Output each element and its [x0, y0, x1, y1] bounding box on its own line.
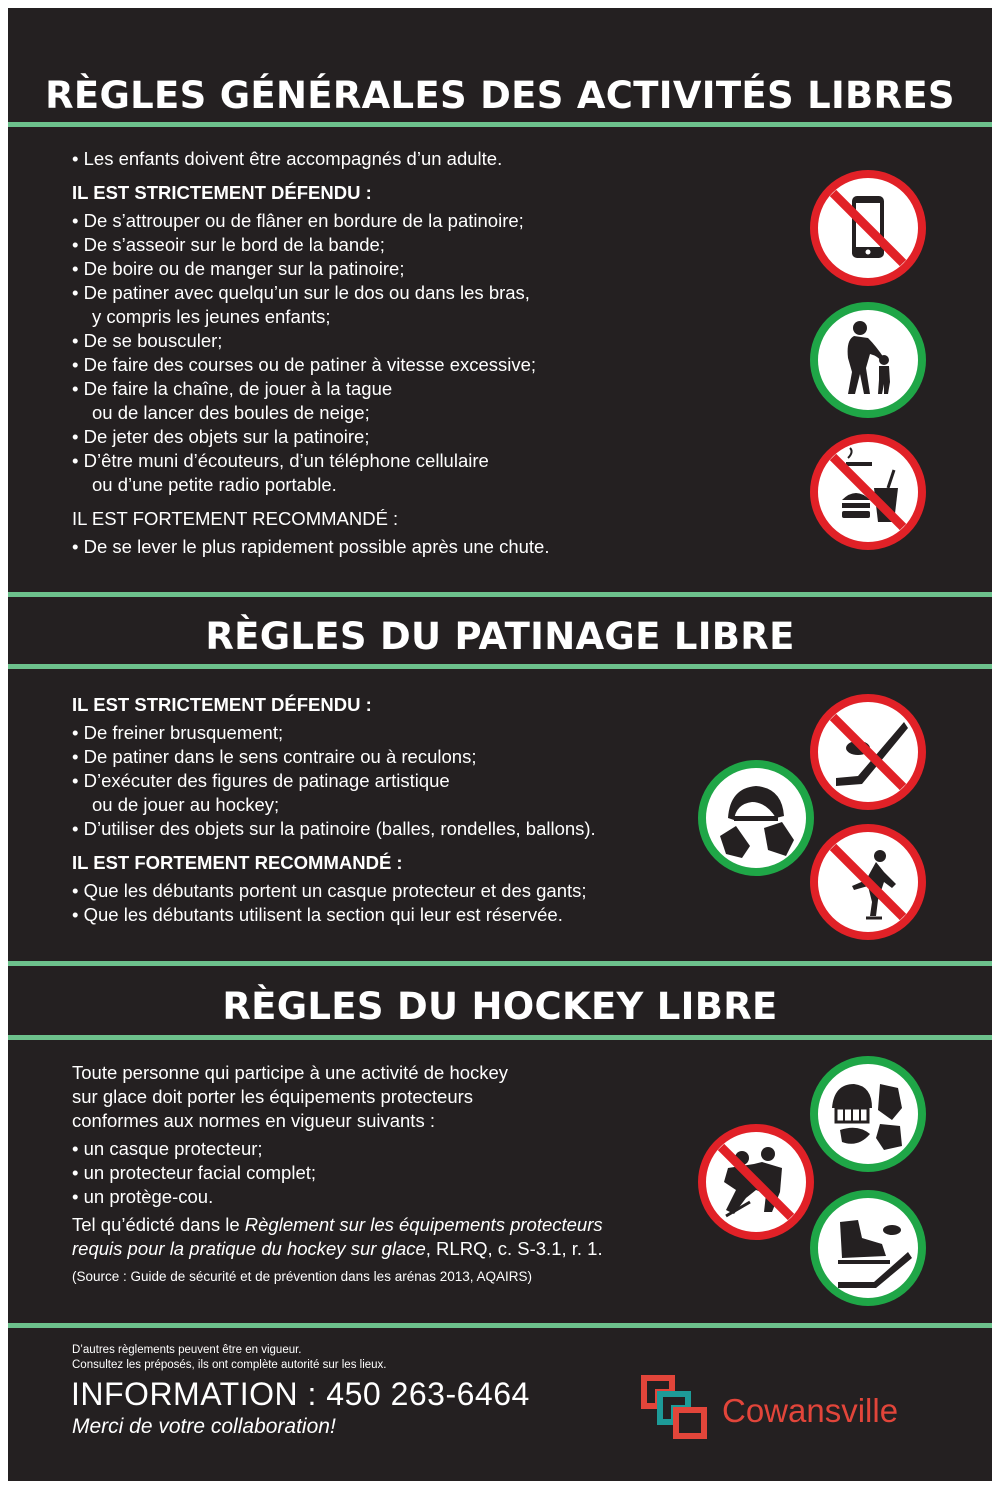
general-intro: • Les enfants doivent être accompagnés d’un adulte. [72, 148, 503, 169]
skating-rules-text [72, 693, 596, 927]
thanks-message: Merci de votre collaboration! [72, 1415, 336, 1438]
adult-with-child-icon [810, 302, 926, 418]
equipment-item: • un protecteur facial complet; [72, 1162, 317, 1183]
section-title-general: RÈGLES GÉNÉRALES DES ACTIVITÉS LIBRES [45, 74, 955, 117]
regulation-line-1: Tel qu’édicté dans le Règlement sur les équipements protecteurs [72, 1214, 603, 1235]
rule-item-continued: ou de lancer des boules de neige; [92, 402, 370, 423]
hockey-intro-line: conformes aux normes en vigueur suivants : [72, 1110, 435, 1131]
rule-item: • De se bousculer; [72, 330, 223, 351]
rule-item: • Que les débutants portent un casque protecteur et des gants; [72, 880, 587, 901]
rules-poster [8, 8, 992, 1481]
footer-note [72, 1343, 387, 1373]
rule-item: • De freiner brusquement; [72, 722, 284, 743]
equipment-item: • un protège-cou. [72, 1186, 214, 1207]
rule-item: • De patiner dans le sens contraire ou à reculons; [72, 746, 477, 767]
skating-recommended-heading: IL EST FORTEMENT RECOMMANDÉ : [72, 852, 403, 873]
helmet-gloves-icon [698, 760, 814, 876]
no-figure-skating-icon [810, 824, 926, 940]
no-body-checking-icon [698, 1124, 814, 1240]
divider-band [8, 592, 992, 597]
rule-item: • De s’attrouper ou de flâner en bordure de la patinoire; [72, 210, 524, 231]
hockey-equipment-icon [810, 1056, 926, 1172]
section-title-skating: RÈGLES DU PATINAGE LIBRE [205, 615, 795, 658]
divider-band [8, 1035, 992, 1040]
hockey-intro-line: sur glace doit porter les équipements protecteurs [72, 1086, 474, 1107]
rule-item: • De jeter des objets sur la patinoire; [72, 426, 370, 447]
divider-band [8, 122, 992, 127]
equipment-item: • un casque protecteur; [72, 1138, 263, 1159]
rule-item-continued: ou d’une petite radio portable. [92, 474, 337, 495]
rule-item: • D’utiliser des objets sur la patinoire (balles, rondelles, ballons). [72, 818, 596, 839]
rule-item: • D’exécuter des figures de patinage artistique [72, 770, 450, 791]
source-note: (Source : Guide de sécurité et de prévention dans les arénas 2013, AQAIRS) [72, 1269, 533, 1284]
divider-band [8, 1323, 992, 1328]
footer-note-line: D’autres règlements peuvent être en vigueur. [72, 1344, 302, 1356]
hockey-intro-line: Toute personne qui participe à une activité de hockey [72, 1062, 509, 1083]
skating-forbidden-heading: IL EST STRICTEMENT DÉFENDU : [72, 694, 372, 715]
rule-item: • D’être muni d’écouteurs, d’un téléphone cellulaire [72, 450, 489, 471]
general-forbidden-heading: IL EST STRICTEMENT DÉFENDU : [72, 182, 372, 203]
rule-item: • Que les débutants utilisent la section qui leur est réservée. [72, 904, 563, 925]
logo-wordmark: Cowansville [722, 1392, 899, 1429]
skate-puck-stick-icon [810, 1190, 926, 1306]
no-food-drink-smoking-icon [810, 434, 926, 550]
general-recommended-heading: IL EST FORTEMENT RECOMMANDÉ : [72, 508, 399, 529]
rule-item: • De faire des courses ou de patiner à vitesse excessive; [72, 354, 537, 375]
no-phone-icon [810, 170, 926, 286]
divider-band [8, 961, 992, 966]
rule-item: • De boire ou de manger sur la patinoire; [72, 258, 405, 279]
cowansville-logo-mark [638, 1370, 718, 1440]
rule-item: • De s’asseoir sur le bord de la bande; [72, 234, 385, 255]
general-rules-text [72, 147, 549, 559]
section-title-hockey: RÈGLES DU HOCKEY LIBRE [222, 985, 778, 1028]
rule-item: • De faire la chaîne, de jouer à la tague [72, 378, 393, 399]
footer-note-line: Consultez les préposés, ils ont complète autorité sur les lieux. [72, 1359, 387, 1371]
rule-item-continued: ou de jouer au hockey; [92, 794, 280, 815]
regulation-line-2: requis pour la pratique du hockey sur glace, RLRQ, c. S-3.1, r. 1. [72, 1238, 603, 1259]
rule-item-continued: y compris les jeunes enfants; [92, 306, 331, 327]
rule-item: • De se lever le plus rapidement possible après une chute. [72, 536, 550, 557]
cowansville-logo [638, 1370, 938, 1440]
no-hockey-stick-puck-icon [810, 694, 926, 810]
hockey-rules-text [72, 1061, 603, 1289]
divider-band [8, 664, 992, 669]
information-phone: INFORMATION : 450 263-6464 [71, 1376, 530, 1412]
rule-item: • De patiner avec quelqu’un sur le dos ou dans les bras, [72, 282, 530, 303]
